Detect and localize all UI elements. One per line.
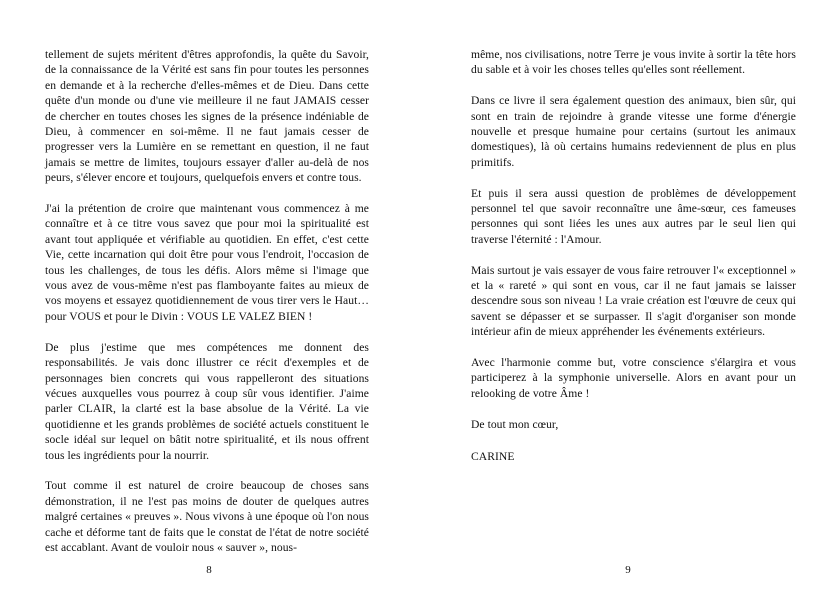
signature: CARINE [471, 449, 515, 463]
left-page-text [45, 47, 369, 571]
right-page-text [471, 47, 796, 479]
page-number: 9 [625, 564, 631, 576]
right-page [420, 0, 839, 595]
paragraph: même, nos civilisations, notre Terre je vous invite à sortir la tête hors du sable et à voir les choses telles qu'elles sont réellement. [471, 48, 796, 77]
paragraph: Tout comme il est naturel de croire beaucoup de choses sans démonstration, il ne l'est pas moins de douter de quelques autres malgré certaines « preuves ». Nous vivons à une époque où l'on nous cache et déforme tant de faits que le constat de l'état de notre société est accablant. Avant de vouloir nous « sauver », nous- [45, 479, 369, 554]
paragraph: Dans ce livre il sera également question des animaux, bien sûr, qui sont en train de rejoindre à grande vitesse une forme d'énergie nouvelle et presque humaine pour certains (surtout les animaux domestiques), là où certains humains redeviennent de plus en plus primitifs. [471, 94, 796, 169]
page-number: 8 [206, 564, 212, 576]
paragraph: tellement de sujets méritent d'êtres approfondis, la quête du Savoir, de la connaissance de la Vérité est sans fin pour toutes les personnes en demande et à la recherche d'elles-mêmes et de Dieu. Dans cette quête d'un monde ou d'une vie meilleure il ne faut JAMAIS cesser de chercher en toutes choses les signes de la présence indéniable de Dieu, à commencer en soi-même. Il ne faut jamais cesser de progresser vers la Lumière en se remettant en question, il ne faut jamais se mettre de limites, toujours essayer d'aller au-delà de nos peurs, s'élever encore et toujours, quelquefois envers et contre tous. [45, 48, 369, 185]
paragraph: De plus j'estime que mes compétences me donnent des responsabilités. Je vais donc illustrer ce récit d'exemples et de personnages bien concrets qui vous rappelleront des situations vécues auxquelles vous pourrez à coup sûr vous identifier. J'aime parler CLAIR, la clarté est la base absolue de la Vérité. La vie quotidienne et les grands problèmes de société actuels constituent le socle idéal sur lequel on bâtit notre spiritualité, et ils nous offrent tous les ingrédients pour la nourrir. [45, 340, 369, 462]
paragraph: Et puis il sera aussi question de problèmes de développement personnel tel que savoir reconnaître une âme-sœur, ces fameuses personnes qui sont liées les unes aux autres par le seul lien qui traverse l'éternité : l'Amour. [471, 186, 796, 246]
paragraph: Avec l'harmonie comme but, votre conscience s'élargira et vous participerez à la symphonie universelle. Alors en avant pour un relooking de votre Âme ! [471, 356, 796, 400]
paragraph: Mais surtout je vais essayer de vous faire retrouver l'« exceptionnel » et la « rareté » qui sont en vous, car il ne faut jamais se laisser descendre sous son niveau ! La vraie création est l'œuvre de ceux qui savent se dépasser et se surpasser. Il s'agit d'organiser son monde intérieur afin de mieux appréhender les événements extérieurs. [471, 263, 796, 339]
paragraph: J'ai la prétention de croire que maintenant vous commencez à me connaître et à ce titre vous savez que pour moi la spiritualité est avant tout appliquée et vérifiable au quotidien. En effet, c'est cette Vie, cette incarnation qui doit être pour vous l'endroit, l'occasion de tous les challenges, de tous les défis. Alors même si l'image que vous avez de vous-même n'est pas flamboyante faites au mieux de vos moyens et essayez quotidiennement de vous tirer vers le Haut…pour VOUS et pour le Divin : VOUS LE VALEZ BIEN ! [45, 202, 369, 323]
closing-salutation: De tout mon cœur, [471, 418, 559, 432]
